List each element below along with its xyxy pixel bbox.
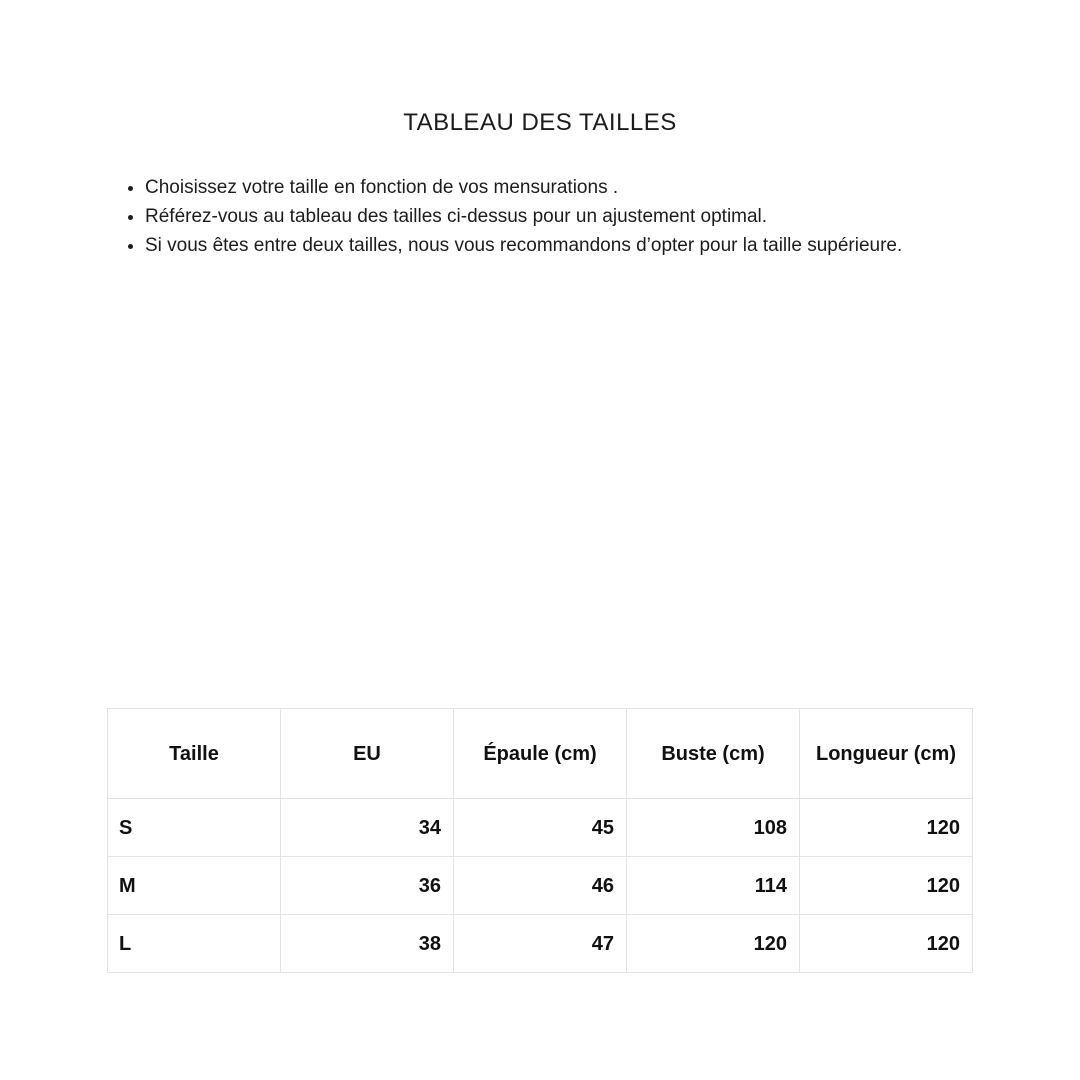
header-row (108, 709, 973, 799)
cell-epaule: 46 (454, 857, 627, 915)
sizing-instructions-list (108, 173, 908, 260)
cell-epaule: 45 (454, 799, 627, 857)
cell-longueur: 120 (800, 915, 973, 973)
cell-buste: 108 (627, 799, 800, 857)
instruction-item: • Si vous êtes entre deux tailles, nous vous recommandons d’opter pour la taille supérieure. (145, 231, 908, 260)
instruction-item: • Référez-vous au tableau des tailles ci-dessus pour un ajustement optimal. (145, 202, 908, 231)
cell-longueur: 120 (800, 857, 973, 915)
sizing-instructions (108, 173, 908, 260)
column-header-taille: Taille (108, 709, 281, 799)
size-table (107, 708, 973, 973)
table-row-l (108, 915, 973, 973)
column-header-longueur: Longueur (cm) (800, 709, 973, 799)
column-header-buste: Buste (cm) (627, 709, 800, 799)
cell-eu: 38 (281, 915, 454, 973)
cell-epaule: 47 (454, 915, 627, 973)
instruction-item: • Choisissez votre taille en fonction de vos mensurations . (145, 173, 908, 202)
cell-eu: 36 (281, 857, 454, 915)
cell-size-label: M (108, 857, 281, 915)
cell-eu: 34 (281, 799, 454, 857)
cell-buste: 120 (627, 915, 800, 973)
column-header-epaule: Épaule (cm) (454, 709, 627, 799)
cell-size-label: L (108, 915, 281, 973)
column-header-eu: EU (281, 709, 454, 799)
cell-size-label: S (108, 799, 281, 857)
cell-buste: 114 (627, 857, 800, 915)
size-table-body (108, 799, 973, 973)
page-title: TABLEAU DES TAILLES (403, 109, 677, 136)
cell-longueur: 120 (800, 799, 973, 857)
table-row-m (108, 857, 973, 915)
table-row-s (108, 799, 973, 857)
size-table-header (108, 709, 973, 799)
